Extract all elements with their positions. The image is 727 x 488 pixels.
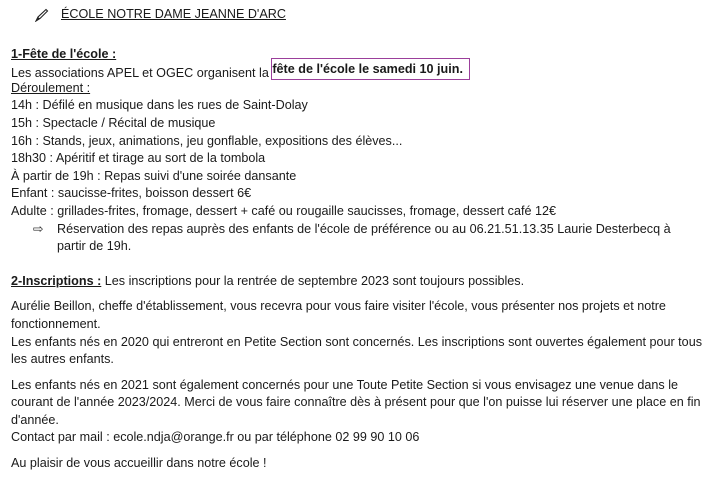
- pencil-icon: [35, 8, 49, 22]
- section2-heading: 2-Inscriptions :: [11, 273, 102, 288]
- closing-line: Au plaisir de vous accueillir dans notre école !: [11, 456, 267, 471]
- reservation-row: [11, 221, 717, 256]
- arrow-right-icon: ⇨: [33, 221, 44, 236]
- menu-enfant: Enfant : saucisse-frites, boisson dessert 6€: [11, 186, 252, 201]
- section1-heading: 1-Fête de l'école :: [11, 46, 117, 61]
- paragraph-2020: Les enfants nés en 2020 qui entreront en Petite Section sont concernés. Les inscriptions sont ouvertes également pour tous les autres enfants.: [11, 334, 702, 367]
- intro-text: Les associations APEL et OGEC organisent la: [11, 66, 273, 81]
- contact-line: Contact par mail : ecole.ndja@orange.fr ou par téléphone 02 99 90 10 06: [11, 430, 420, 445]
- reservation-text: Réservation des repas auprès des enfants de l'école de préférence ou au 06.21.51.13.35 Laurie Desterbecq à partir de 19h.: [57, 221, 671, 254]
- schedule-item-14h: 14h : Défilé en musique dans les rues de Saint-Dolay: [11, 98, 308, 113]
- schedule-item-18h30: 18h30 : Apéritif et tirage au sort de la tombola: [11, 151, 266, 166]
- paragraph-2021: Les enfants nés en 2021 sont également concernés pour une Toute Petite Section si vous envisagez une venue dans le courant de l'année 2023/2024. Merci de vous faire connaître dès à présent pour que l'on puisse lui réserver une place en fin d'année.: [11, 377, 701, 427]
- document-header: [35, 6, 717, 24]
- schedule-item-15h: 15h : Spectacle / Récital de musique: [11, 115, 216, 130]
- section2-intro: Les inscriptions pour la rentrée de septembre 2023 sont toujours possibles.: [101, 273, 525, 288]
- page-title: ÉCOLE NOTRE DAME JEANNE D'ARC: [61, 7, 286, 21]
- document-page: [11, 6, 717, 473]
- paragraph-visite: Aurélie Beillon, cheffe d'établissement, vous recevra pour vous faire visiter l'école, vous présenter nos projets et notre fonctionnement.: [11, 299, 666, 331]
- section2-intro-line: [11, 273, 717, 291]
- schedule-item-16h: 16h : Stands, jeux, animations, jeu gonflable, expositions des élèves...: [11, 133, 403, 148]
- highlighted-date: fête de l'école le samedi 10 juin.: [271, 58, 470, 80]
- schedule-item-19h: À partir de 19h : Repas suivi d'une soirée dansante: [11, 168, 297, 183]
- deroulement-label: Déroulement :: [11, 80, 91, 95]
- menu-adulte: Adulte : grillades-frites, fromage, dessert + café ou rougaille saucisses, fromage, dessert café 12€: [11, 203, 556, 218]
